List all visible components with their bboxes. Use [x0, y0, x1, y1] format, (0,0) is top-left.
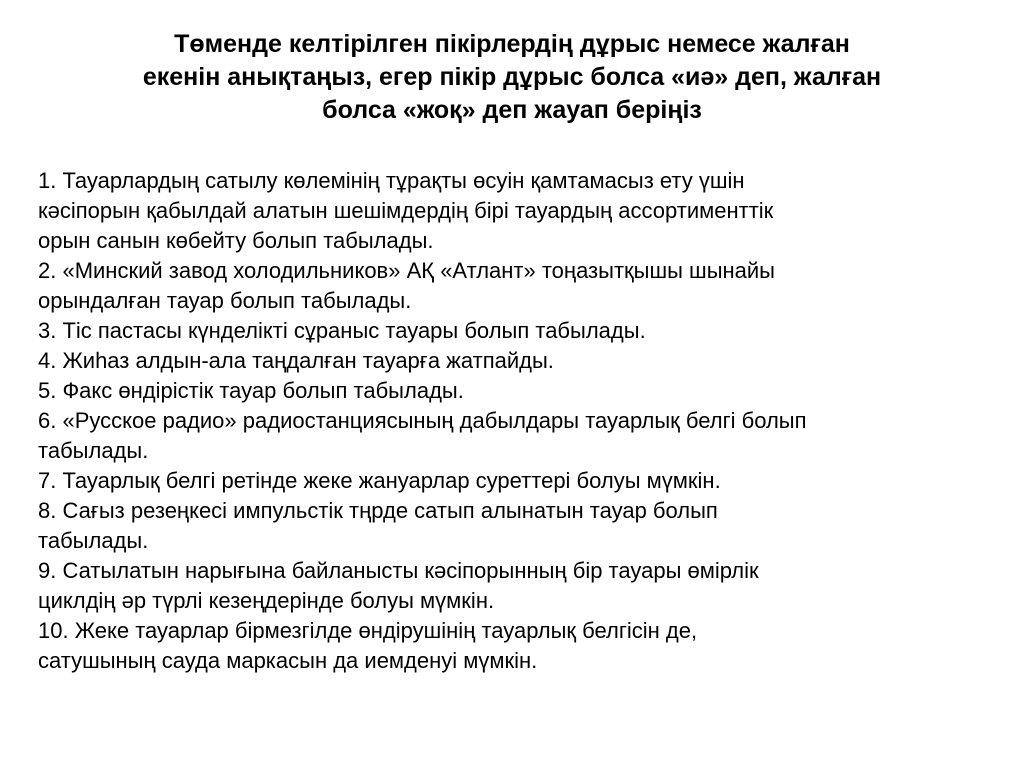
statement-line: 5. Факс өндірістік тауар болып табылады. [38, 378, 464, 403]
slide-title-line: екенін анықтаңыз, егер пікір дұрыс болса «иә» деп, жалған [142, 63, 882, 91]
statement-line: табылады. [38, 438, 149, 463]
statement-item [38, 316, 988, 346]
statement-line: циклдің әр түрлі кезеңдерінде болуы мүмкін. [38, 588, 495, 613]
statement-line: табылады. [38, 528, 149, 553]
statement-list [38, 166, 988, 676]
statement-line: орын санын көбейту болып табылады. [38, 228, 434, 253]
slide-title-line: болса «жоқ» деп жауап беріңіз [322, 96, 702, 124]
statement-line: 2. «Минский завод холодильников» АҚ «Атлант» тоңазытқышы шынайы [38, 258, 775, 283]
statement-item [38, 466, 988, 496]
statement-item [38, 376, 988, 406]
statement-line: кәсіпорын қабылдай алатын шешімдердің бірі тауардың ассортименттік [38, 198, 774, 223]
slide-title-line: Төменде келтірілген пікірлердің дұрыс немесе жалған [174, 30, 850, 58]
statement-item [38, 406, 988, 466]
slide-title [60, 28, 964, 127]
statement-item [38, 496, 988, 556]
statement-line: 4. Жиһаз алдын-ала таңдалған тауарға жатпайды. [38, 348, 554, 373]
statement-line: 9. Сатылатын нарығына байланысты кәсіпорынның бір тауары өмірлік [38, 558, 759, 583]
statement-line: 6. «Русское радио» радиостанциясының дабылдары тауарлық белгі болып [38, 408, 807, 433]
statement-item [38, 346, 988, 376]
statement-line: орындалған тауар болып табылады. [38, 288, 412, 313]
statement-line: 8. Сағыз резеңкесі импульстік тңрде сатып алынатын тауар болып [38, 498, 718, 523]
statement-line: 3. Тіс пастасы күнделікті сұраныс тауары болып табылады. [38, 318, 646, 343]
statement-item [38, 256, 988, 316]
statement-item [38, 166, 988, 256]
statement-item [38, 616, 988, 676]
statement-item [38, 556, 988, 616]
statement-line: 7. Тауарлық белгі ретінде жеке жануарлар суреттері болуы мүмкін. [38, 468, 721, 493]
statement-line: 10. Жеке тауарлар бірмезгілде өндірушінің тауарлық белгісін де, [38, 618, 698, 643]
statement-line: 1. Тауарлардың сатылу көлемінің тұрақты өсуін қамтамасыз ету үшін [38, 168, 745, 193]
statement-line: сатушының сауда маркасын да иемденуі мүмкін. [38, 648, 538, 673]
